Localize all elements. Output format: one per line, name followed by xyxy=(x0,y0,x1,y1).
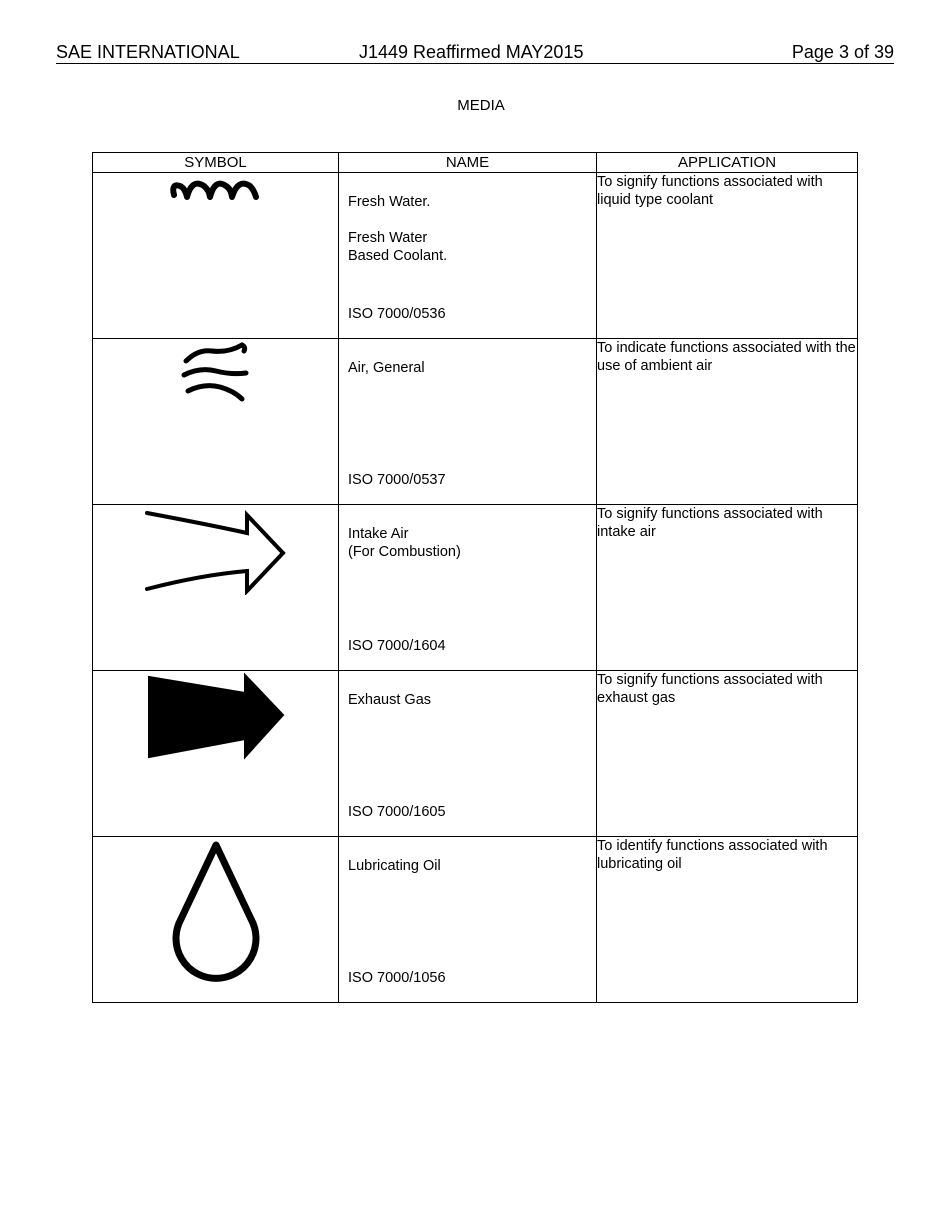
section-title: MEDIA xyxy=(457,97,505,114)
symbol-cell xyxy=(93,505,339,671)
table-header-row xyxy=(93,153,858,173)
symbol-cell xyxy=(93,837,339,1003)
name-cell xyxy=(339,339,597,505)
name-text: Air, General xyxy=(348,360,425,376)
table-row xyxy=(93,505,858,671)
column-header-application: APPLICATION xyxy=(597,153,858,173)
media-symbols-table xyxy=(92,152,858,1003)
application-cell: To indicate functions associated with the use of ambient air xyxy=(597,339,858,505)
iso-reference: ISO 7000/0537 xyxy=(348,472,446,488)
name-cell xyxy=(339,173,597,339)
name-text: Exhaust Gas xyxy=(348,692,432,708)
table-row xyxy=(93,837,858,1003)
symbol-cell xyxy=(93,339,339,505)
symbol-cell xyxy=(93,671,339,837)
fresh-water-icon xyxy=(168,173,264,213)
header-rule xyxy=(56,63,894,64)
column-header-symbol: SYMBOL xyxy=(93,153,339,173)
iso-reference: ISO 7000/1604 xyxy=(348,638,446,654)
name-text: Fresh Water Based Coolant. xyxy=(348,230,448,264)
application-cell: To identify functions associated with lubricating oil xyxy=(597,837,858,1003)
application-cell: To signify functions associated with intake air xyxy=(597,505,858,671)
application-cell: To signify functions associated with exhaust gas xyxy=(597,671,858,837)
exhaust-gas-icon xyxy=(143,671,288,761)
intake-air-icon xyxy=(141,505,291,595)
column-header-name: NAME xyxy=(339,153,597,173)
table-row xyxy=(93,671,858,837)
air-general-icon xyxy=(176,339,256,409)
iso-reference: ISO 7000/1056 xyxy=(348,970,446,986)
header-document-id: J1449 Reaffirmed MAY2015 xyxy=(359,42,584,62)
table-row xyxy=(93,173,858,339)
table-row xyxy=(93,339,858,505)
iso-reference: ISO 7000/1605 xyxy=(348,804,446,820)
name-cell xyxy=(339,671,597,837)
header-organization: SAE INTERNATIONAL xyxy=(56,42,240,62)
application-cell: To signify functions associated with liquid type coolant xyxy=(597,173,858,339)
symbol-cell xyxy=(93,173,339,339)
iso-reference: ISO 7000/0536 xyxy=(348,306,446,322)
name-text: Fresh Water. xyxy=(348,194,431,210)
lubricating-oil-icon xyxy=(166,837,266,987)
name-text: Intake Air (For Combustion) xyxy=(348,526,461,560)
name-cell xyxy=(339,505,597,671)
name-text: Lubricating Oil xyxy=(348,858,441,874)
name-cell xyxy=(339,837,597,1003)
header-page-number: Page 3 of 39 xyxy=(791,42,894,62)
